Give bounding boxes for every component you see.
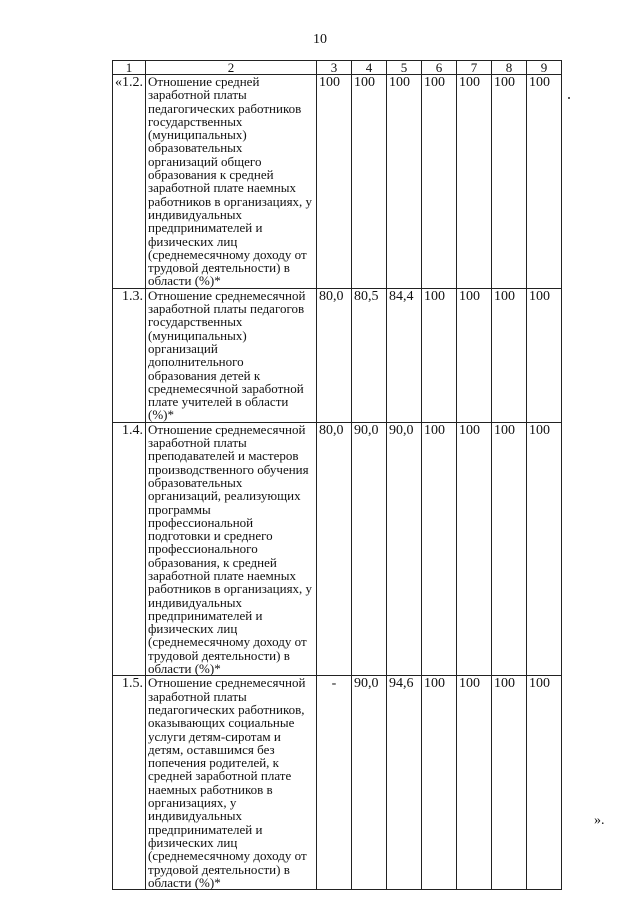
- value-cell: 100: [457, 422, 492, 676]
- indicator-text: Отношение среднемесячной заработной платы педагогов государственных (муниципальных) организаций дополнительного образования детей к среднемесячной заработной плате учителей в области (%)*: [146, 288, 317, 422]
- header-cell: 9: [527, 61, 562, 75]
- value-cell: 100: [492, 288, 527, 422]
- value-cell: 80,0: [317, 422, 352, 676]
- table-row: [113, 75, 562, 289]
- value-cell: 80,0: [317, 288, 352, 422]
- value-cell: 100: [352, 75, 387, 289]
- closing-quote-mark: ».: [594, 813, 605, 828]
- header-cell: 2: [146, 61, 317, 75]
- value-cell: 90,0: [352, 422, 387, 676]
- value-cell: 100: [457, 676, 492, 890]
- table-row: [113, 288, 562, 422]
- value-cell: 80,5: [352, 288, 387, 422]
- indicator-text: Отношение среднемесячной заработной платы преподавателей и мастеров производственного обучения образовательных организаций, реализующих программы профессиональной подготовки и среднего профессионального образования, к средней заработной плате наемных работников в организациях, у индивидуальных предпринимателей и физических лиц (среднемесячному доходу от трудовой деятельности) в области (%)*: [146, 422, 317, 676]
- indicator-text: Отношение среднемесячной заработной платы педагогических работников, оказывающих социальные услуги детям-сиротам и детям, оставшимся без попечения родителей, к средней заработной плате наемных работников в организациях, у индивидуальных предпринимателей и физических лиц (среднемесячному доходу от трудовой деятельности) в области (%)*: [146, 676, 317, 890]
- table-row: [113, 422, 562, 676]
- value-cell: 100: [492, 676, 527, 890]
- row-number: 1.4.: [113, 422, 146, 676]
- header-cell: 5: [387, 61, 422, 75]
- table-row: [113, 676, 562, 890]
- value-cell: 100: [492, 75, 527, 289]
- value-cell: 100: [422, 676, 457, 890]
- value-cell: 100: [422, 288, 457, 422]
- value-cell: 90,0: [387, 422, 422, 676]
- value-cell: 100: [317, 75, 352, 289]
- value-cell: 90,0: [352, 676, 387, 890]
- indicator-text: Отношение средней заработной платы педагогических работников государственных (муниципальных) образовательных организаций общего образования к средней заработной плате наемных работников в организациях, у индивидуальных предпринимателей и физических лиц (среднемесячному доходу от трудовой деятельности) в области (%)*: [146, 75, 317, 289]
- value-cell: 100: [527, 75, 562, 289]
- row-number: 1.5.: [113, 676, 146, 890]
- value-cell: 94,6: [387, 676, 422, 890]
- value-cell: 100: [422, 422, 457, 676]
- row-number: 1.3.: [113, 288, 146, 422]
- value-cell: 84,4: [387, 288, 422, 422]
- value-cell: 100: [457, 288, 492, 422]
- page-number: 10: [313, 32, 327, 47]
- value-cell: -: [317, 676, 352, 890]
- header-cell: 8: [492, 61, 527, 75]
- header-cell: 3: [317, 61, 352, 75]
- scan-speck: [568, 97, 570, 99]
- value-cell: 100: [527, 288, 562, 422]
- value-cell: 100: [527, 676, 562, 890]
- value-cell: 100: [387, 75, 422, 289]
- row-number: «1.2.: [113, 75, 146, 289]
- header-cell: 6: [422, 61, 457, 75]
- value-cell: 100: [492, 422, 527, 676]
- header-cell: 1: [113, 61, 146, 75]
- value-cell: 100: [457, 75, 492, 289]
- value-cell: 100: [422, 75, 457, 289]
- value-cell: 100: [527, 422, 562, 676]
- table-header-row: [113, 61, 562, 75]
- header-cell: 7: [457, 61, 492, 75]
- indicators-table: [112, 60, 562, 890]
- header-cell: 4: [352, 61, 387, 75]
